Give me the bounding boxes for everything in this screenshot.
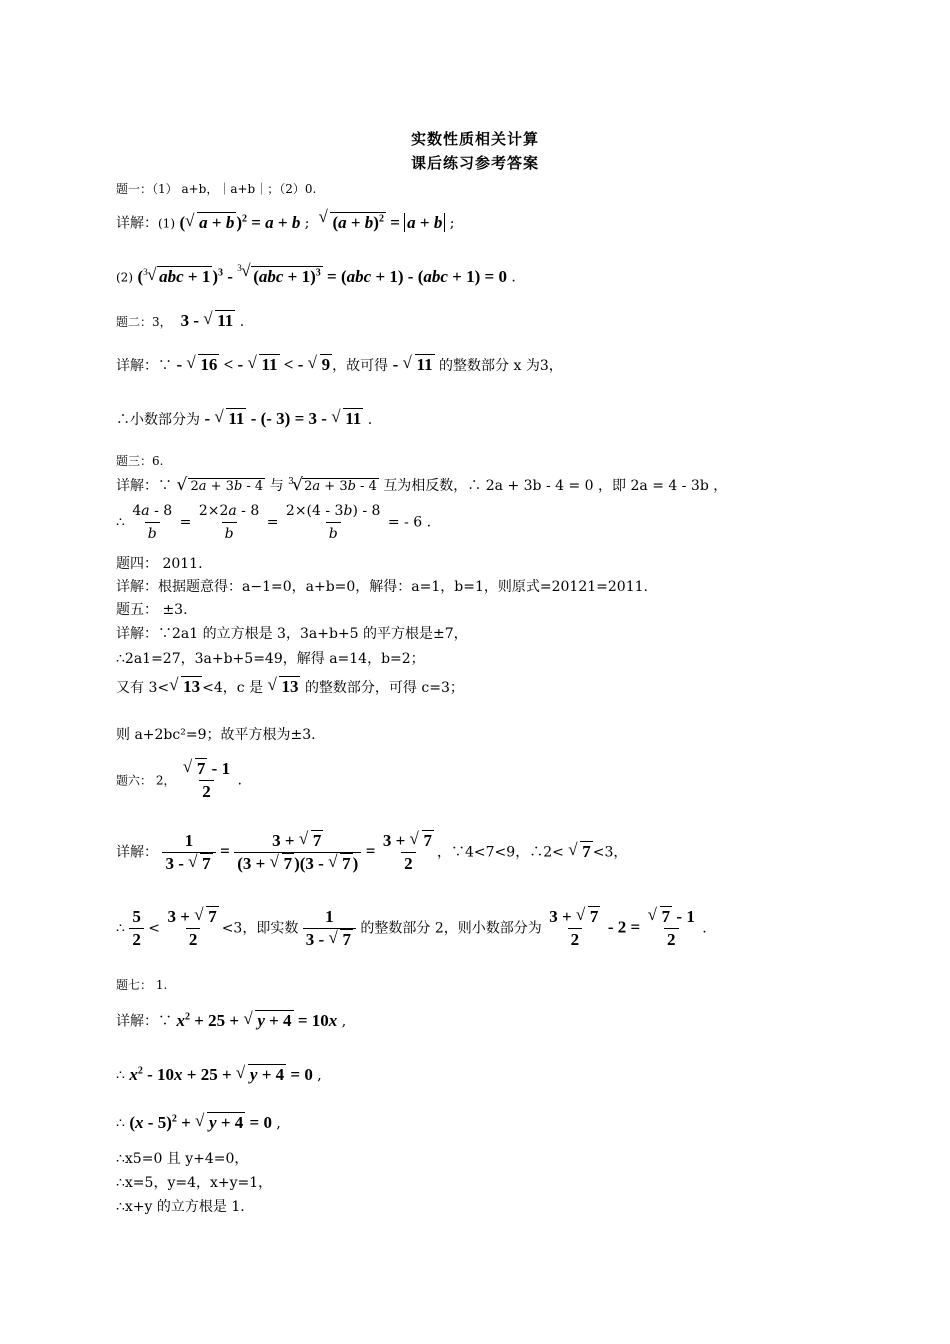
q5-detail-2: ∴2a1=27，3a+b+5=49，解得 a=14，b=2；: [116, 651, 425, 667]
q3-sqrt: √ 2a + 3b - 4: [176, 478, 265, 496]
q2-answer: 题二：3， 3 - √ 11 .: [116, 312, 244, 331]
q1-detail-2: (2) ( √ 3 abc + 1 )$^3$ - √ 3 (abc + 1)$^3$ = (abc + 1) - (abc + 1) = 0 .: [116, 264, 516, 287]
q6-detail-label: 详解：: [116, 844, 158, 861]
q7-detail-3: ∴ (x - 5)$^2$ + √ y + 4 = 0 ,: [116, 1110, 281, 1133]
q2-detail-text: ，故可得: [332, 358, 389, 374]
q3-opposite: 互为相反数，∴ 2a + 3b - 4 = 0 ，即 2a = 4 - 3b ，: [383, 478, 728, 494]
q2-detail-label: 详解：∵: [116, 358, 172, 374]
q5-detail-3b: <4，c 是: [202, 680, 264, 696]
q6-frac-1: $\frac{1}{3 - √ 7}$: [162, 832, 215, 873]
q7-detail-4: ∴x5=0 且 y+4=0，: [116, 1151, 249, 1167]
q2-detail-1: [116, 356, 563, 375]
q5-sqrt13-b: √ 13: [267, 678, 300, 696]
q5-answer: 题五： ±3.: [116, 602, 188, 618]
q1-formula-1: (√ a + b )$^2$ = a + b: [179, 213, 300, 232]
q7-eq-2: $x^2 - 10x + 25$ + √ y + 4 = 0: [129, 1065, 312, 1084]
q1-part1-label: (1): [158, 216, 175, 231]
q3-cbrt: √ 3 2a + 3b - 4: [288, 478, 379, 496]
q5-detail-4: 则 a+2bc²=9；故平方根为±3.: [116, 727, 316, 743]
q5-detail-3a: 又有 3<: [116, 680, 170, 696]
q6-answer-label: 题六： 2，: [116, 773, 176, 788]
q6-frac-4: $\frac{3 + √ 7}{2}$: [165, 908, 222, 949]
q5-detail-3: [116, 678, 464, 697]
q2-answer-formula: 3 - √ 11: [181, 311, 236, 330]
q3-frac-1: $\frac{4a - 8}{b}$: [132, 503, 173, 542]
q6-sqrt7: √ 7: [568, 843, 593, 861]
q1-detail-label: 详解：: [116, 215, 158, 232]
q1-formula-2: √ $(a + b)^2 = a + b$: [318, 213, 445, 232]
q4-detail: 详解：根据题意得：a−1=0，a+b=0，解得：a=1，b=1，则原式=20121=2011.: [116, 579, 648, 595]
q7-eq-1: $x^2 + 25$ + √ y + 4 = 10x: [176, 1011, 337, 1030]
q7-detail-label: 详解：∵: [116, 1013, 172, 1030]
q6-frac-7: √ $\frac{7 - 1}{2}$: [645, 908, 698, 949]
q1-answer: 题一：（1） a+b，｜a+b｜；（2）0.: [116, 182, 317, 196]
q3-answer: 题三：6.: [116, 454, 164, 468]
q6-ineq-text: ，∵4<7<9，∴2<: [437, 844, 564, 861]
q2-answer-tail: 3，: [152, 315, 172, 329]
q6-d2a: <3，即实数: [221, 920, 299, 937]
q6-frac-5: $\frac{1}{3 - √ 7}$: [303, 908, 356, 949]
q3-detail-2: ∴ $\frac{4a - 8}{b}$ = $\frac{2\times 2a - 8}{b}$ = $\frac{2\times(4 - 3b) - 8}{b}$ = - 6 .: [116, 503, 432, 542]
q2-ineq: - √ 16 < - √ 11 < - √ 9: [176, 355, 332, 374]
q3-and: 与: [269, 478, 284, 494]
q3-frac-3: $\frac{2\times(4 - 3b) - 8}{b}$: [285, 503, 381, 542]
q2-detail-text2: 的整数部分 x 为3，: [439, 358, 563, 374]
q6-frac-6: $\frac{3 + √ 7}{2}$: [546, 908, 603, 949]
q2-detail-2: ∴小数部分为 - √ 11 - (- 3) = 3 - √ 11 .: [116, 410, 372, 429]
q7-detail-1: 详解：∵ $x^2 + 25$ + √ y + 4 = 10x ,: [116, 1008, 346, 1031]
document-subtitle: 课后练习参考答案: [410, 154, 539, 172]
q1-formula-3: ( √ 3 abc + 1 )$^3$ - √ 3 (abc + 1)$^3$ = (abc + 1) - (abc + 1) = 0: [137, 267, 507, 286]
q6-d2b: 的整数部分 2，则小数部分为: [360, 920, 542, 937]
q6-answer-frac: √ $\frac{7 - 1}{2}$: [180, 760, 233, 801]
document-title: 实数性质相关计算: [410, 130, 539, 148]
q7-eq-3: (x - 5)$^2$ + √ y + 4 = 0: [129, 1113, 272, 1132]
q4-answer: 题四： 2011.: [116, 556, 203, 572]
q5-detail-3c: 的整数部分，可得 c=3；: [304, 680, 464, 696]
q7-detail-2: ∴ $x^2 - 10x + 25$ + √ y + 4 = 0 ,: [116, 1062, 322, 1085]
q5-sqrt13-a: √ 13: [169, 678, 202, 696]
q3-detail-1: [116, 477, 727, 496]
q5-detail-1: 详解：∵2a1 的立方根是 3，3a+b+5 的平方根是±7，: [116, 626, 468, 642]
q6-frac-3: $\frac{3 + √ 7}{2}$: [380, 832, 437, 873]
q1-part2-label: (2): [116, 270, 133, 285]
q3-detail-label: 详解：∵: [116, 478, 172, 494]
q6-answer: 题六： 2， √ $\frac{7 - 1}{2}$ .: [116, 760, 242, 801]
q2-answer-label: 题二：: [116, 315, 153, 329]
q7-detail-6: ∴x+y 的立方根是 1.: [116, 1199, 245, 1215]
q7-answer: 题七： 1.: [116, 978, 168, 992]
q1-detail-1: 详解：(1) (√ a + b )$^2$ = a + b ; √ $(a + b)^2 = a + b$ ;: [116, 210, 455, 233]
q3-frac-2: $\frac{2\times 2a - 8}{b}$: [198, 503, 260, 542]
q7-detail-5: ∴x=5，y=4，x+y=1，: [116, 1175, 273, 1191]
q6-detail-2: ∴ $\frac{5}{2}$ < $\frac{3 + √ 7}{2}$ <3，即实数 $\frac{1}{3 - √ 7}$ 的整数部分 2，则小数部分为 $\frac{3 + √ 7}{2}$ - 2 = √ $\frac{7 - 1}{2}$ .: [116, 908, 707, 949]
q2-neg-sqrt11: - √ 11: [393, 355, 435, 374]
q6-frac-2: $\frac{3 + √ 7}{(3 + √ 7 )(3 - √ 7 )}$: [234, 832, 361, 873]
q6-detail-1: 详解： $\frac{1}{3 - √ 7}$ = $\frac{3 + √ 7}{(3 + √ 7 )(3 - √ 7 )}$ = $\frac{3 + √ 7}{2}$ ，∵4<7<9，∴2< √ 7 <3，: [116, 832, 627, 873]
q6-lt3: <3，: [592, 844, 628, 861]
q6-frac-5-2: $\frac{5}{2}$: [129, 908, 144, 949]
q2-frac-text: ∴小数部分为: [116, 412, 200, 428]
q2-frac-formula: - √ 11 - (- 3) = 3 - √ 11: [204, 409, 363, 428]
